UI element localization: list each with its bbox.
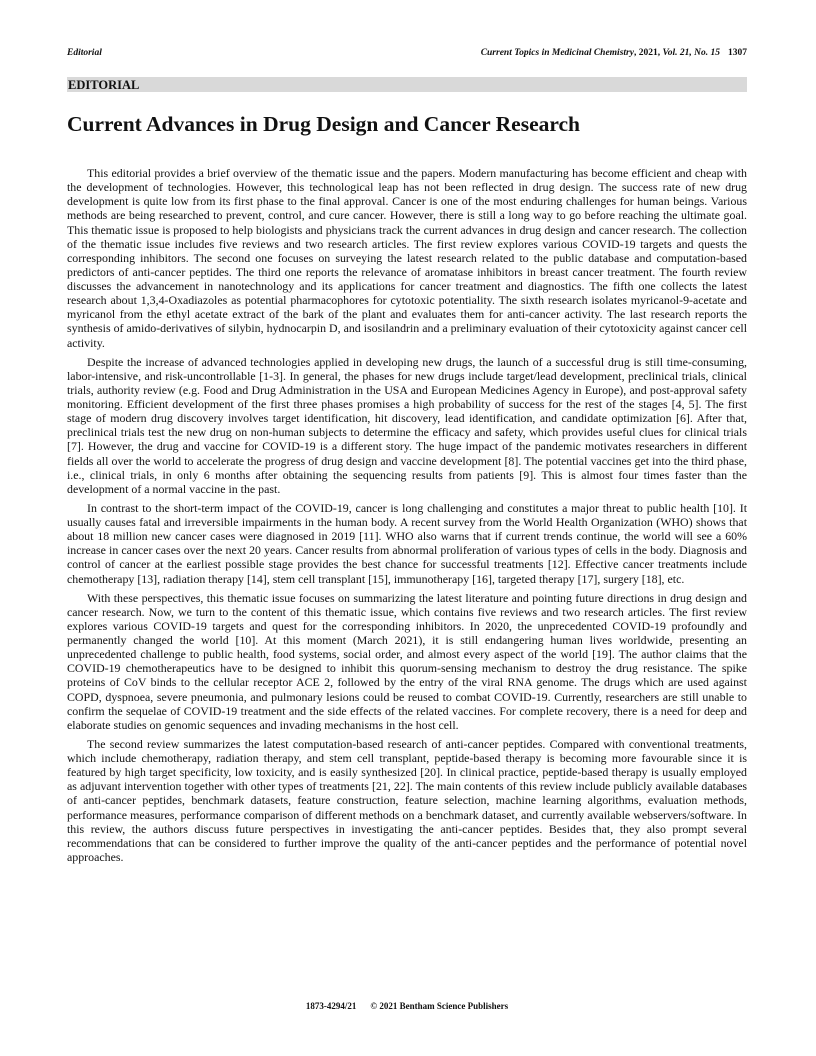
copyright: © 2021 Bentham Science Publishers: [370, 1001, 509, 1011]
body-paragraph: The second review summarizes the latest computation-based research of anti-cancer peptides. Compared with conventional treatments, which include chemotherapy, radiation therapy, and stem cell transplant, peptide-based therapy is becoming more favourable since it is featured by high target specificity, low toxicity, and is easily synthesized [20]. In clinical practice, peptide-based therapy is usually employed as adjuvant intervention together with other types of treatments [21, 22]. The main contents of this review include publicly available databases of anti-cancer peptides, benchmark datasets, feature construction, feature selection, machine learning algorithms, evaluation methods, performance measures, performance comparison of different methods on a benchmark dataset, and currently available webservers/software. In this review, the authors discuss future perspectives in investigating the anti-cancer peptides. Besides that, they also prompt several recommendations that can be considered to further improve the quality of the anti-cancer peptides and the performance of potential novel approaches.: [67, 736, 747, 864]
page: [67, 0, 747, 1056]
article-title: Current Advances in Drug Design and Cancer Research: [67, 112, 581, 136]
body-paragraph: Despite the increase of advanced technologies applied in developing new drugs, the launch of a successful drug is still time-consuming, labor-intensive, and risk-uncontrollable [1-3]. In general, the phases for new drugs include target/lead development, preclinical trials, clinical trials, authority review (e.g. Food and Drug Administration in the USA and European Medicines Agency in Europe), and post-approval safety monitoring. Efficient development of the first three phases promises a high probability of success for the rest of the stages [4, 5]. The first stage of modern drug discovery involves target identification, hit discovery, lead identification, and candidate optimization [6]. After that, preclinical trials test the new drug on non-human subjects to determine the efficacy and safety, which provides useful clues for clinical trials [7]. However, the drug and vaccine for COVID-19 is a different story. The huge impact of the pandemic motivates researchers in different fields all over the world to accelerate the progress of drug design and vaccine development [8]. The potential vaccines get into the third phase, i.e., clinical trials, in only 6 months after obtaining the sequencing results from patients [9]. This is almost four times faster than the development of a normal vaccine in the past.: [67, 354, 747, 496]
body-paragraph: This editorial provides a brief overview of the thematic issue and the papers. Modern manufacturing has become efficient and cheap with the development of technologies. However, this technological leap has not been reflected in drug design. The success rate of new drug development is quite low from its first phase to the final approval. Cancer is one of the most enduring challenges for human beings. Various methods are being researched to prevent, control, and cure cancer. However, there is still a long way to go before reaching the ultimate goal. This thematic issue is proposed to help biologists and physicians track the current advances in drug design and cancer research. The collection of the thematic issue includes five reviews and two research articles. The first review explores various COVID-19 targets and quests the corresponding inhibitors. The second one focuses on surveying the latest research related to the public database and computation-based predictors of anti-cancer peptides. The third one reports the relevance of aromatase inhibitors in breast cancer treatment. The fourth review discusses the advancement in nanotechnology and its applications for cancer treatment and diagnostics. The fifth one collects the latest research about 1,3,4-Oxadiazoles as potential pharmacophores for cytotoxic potentiality. The sixth research isolates myricanol-9-acetate and myricanol from the ethyl acetate extract of the bark of the plant and evaluates them for anti-cancer activity. The last research reports the synthesis of amido-derivatives of silybin, hydnocarpin D, and isosilandrin and a preliminary evaluation of their cytotoxicity against cancer cell activity.: [67, 166, 747, 350]
section-label: EDITORIAL: [67, 77, 747, 92]
running-head: [67, 48, 747, 62]
body-paragraph: In contrast to the short-term impact of the COVID-19, cancer is long challenging and constitutes a major threat to public health [10]. It usually causes fatal and irreversible impairments in the human body. A recent survey from the World Health Organization (WHO) shows that about 18 million new cancer cases were diagnosed in 2019 [11]. WHO also warns that if current trends continue, the world will see a 60% increase in cancer cases over the next 20 years. Cancer results from abnormal proliferation of various types of cells in the body. Diagnosis and control of cancer at the earliest possible stage provides the best chance for successful treatments [12]. Effective cancer treatments include chemotherapy [13], radiation therapy [14], stem cell transplant [15], immunotherapy [16], targeted therapy [17], surgery [18], etc.: [67, 500, 747, 586]
article-body: [67, 166, 747, 869]
journal-citation: [481, 48, 747, 58]
journal-name: Current Topics in Medicinal Chemistry: [480, 48, 634, 58]
journal-volume: Vol. 21, No. 15: [662, 48, 720, 58]
page-number: 1307: [728, 48, 747, 58]
page-footer: [67, 1001, 747, 1011]
body-paragraph: With these perspectives, this thematic issue focuses on summarizing the latest literature and pointing future directions in drug design and cancer research. Now, we turn to the content of this thematic issue, which contains five reviews and two research articles. The first review explores various COVID-19 targets and quest for the corresponding inhibitors. In 2020, the unprecedented COVID-19 profoundly and permanently changed the world [10]. At this moment (March 2021), it is still endangering human lives worldwide, presenting an unprecedented challenge to public health, food systems, social order, and almost every aspect of the world [19]. The author claims that the COVID-19 chemotherapeutics have to be designed to inhibit this quorum-sensing mechanism to destroy the drug resistance. The spike proteins of CoV binds to the cellular receptor ACE 2, followed by the entry of the viral RNA genome. The drugs which are used against COPD, dyspnoea, severe pneumonia, and pulmonary lesions could be reused to combat COVID-19. Currently, researchers are still unable to confirm the sequelae of COVID-19 treatment and the side effects of the related vaccines. For complete recovery, there is a need for deep and elaborate studies on genomic sequences and invading mechanisms in the host cell.: [67, 590, 747, 732]
section-name: Editorial: [67, 48, 102, 58]
journal-year: , 2021,: [633, 48, 663, 58]
issn: 1873-4294/21: [305, 1001, 357, 1011]
